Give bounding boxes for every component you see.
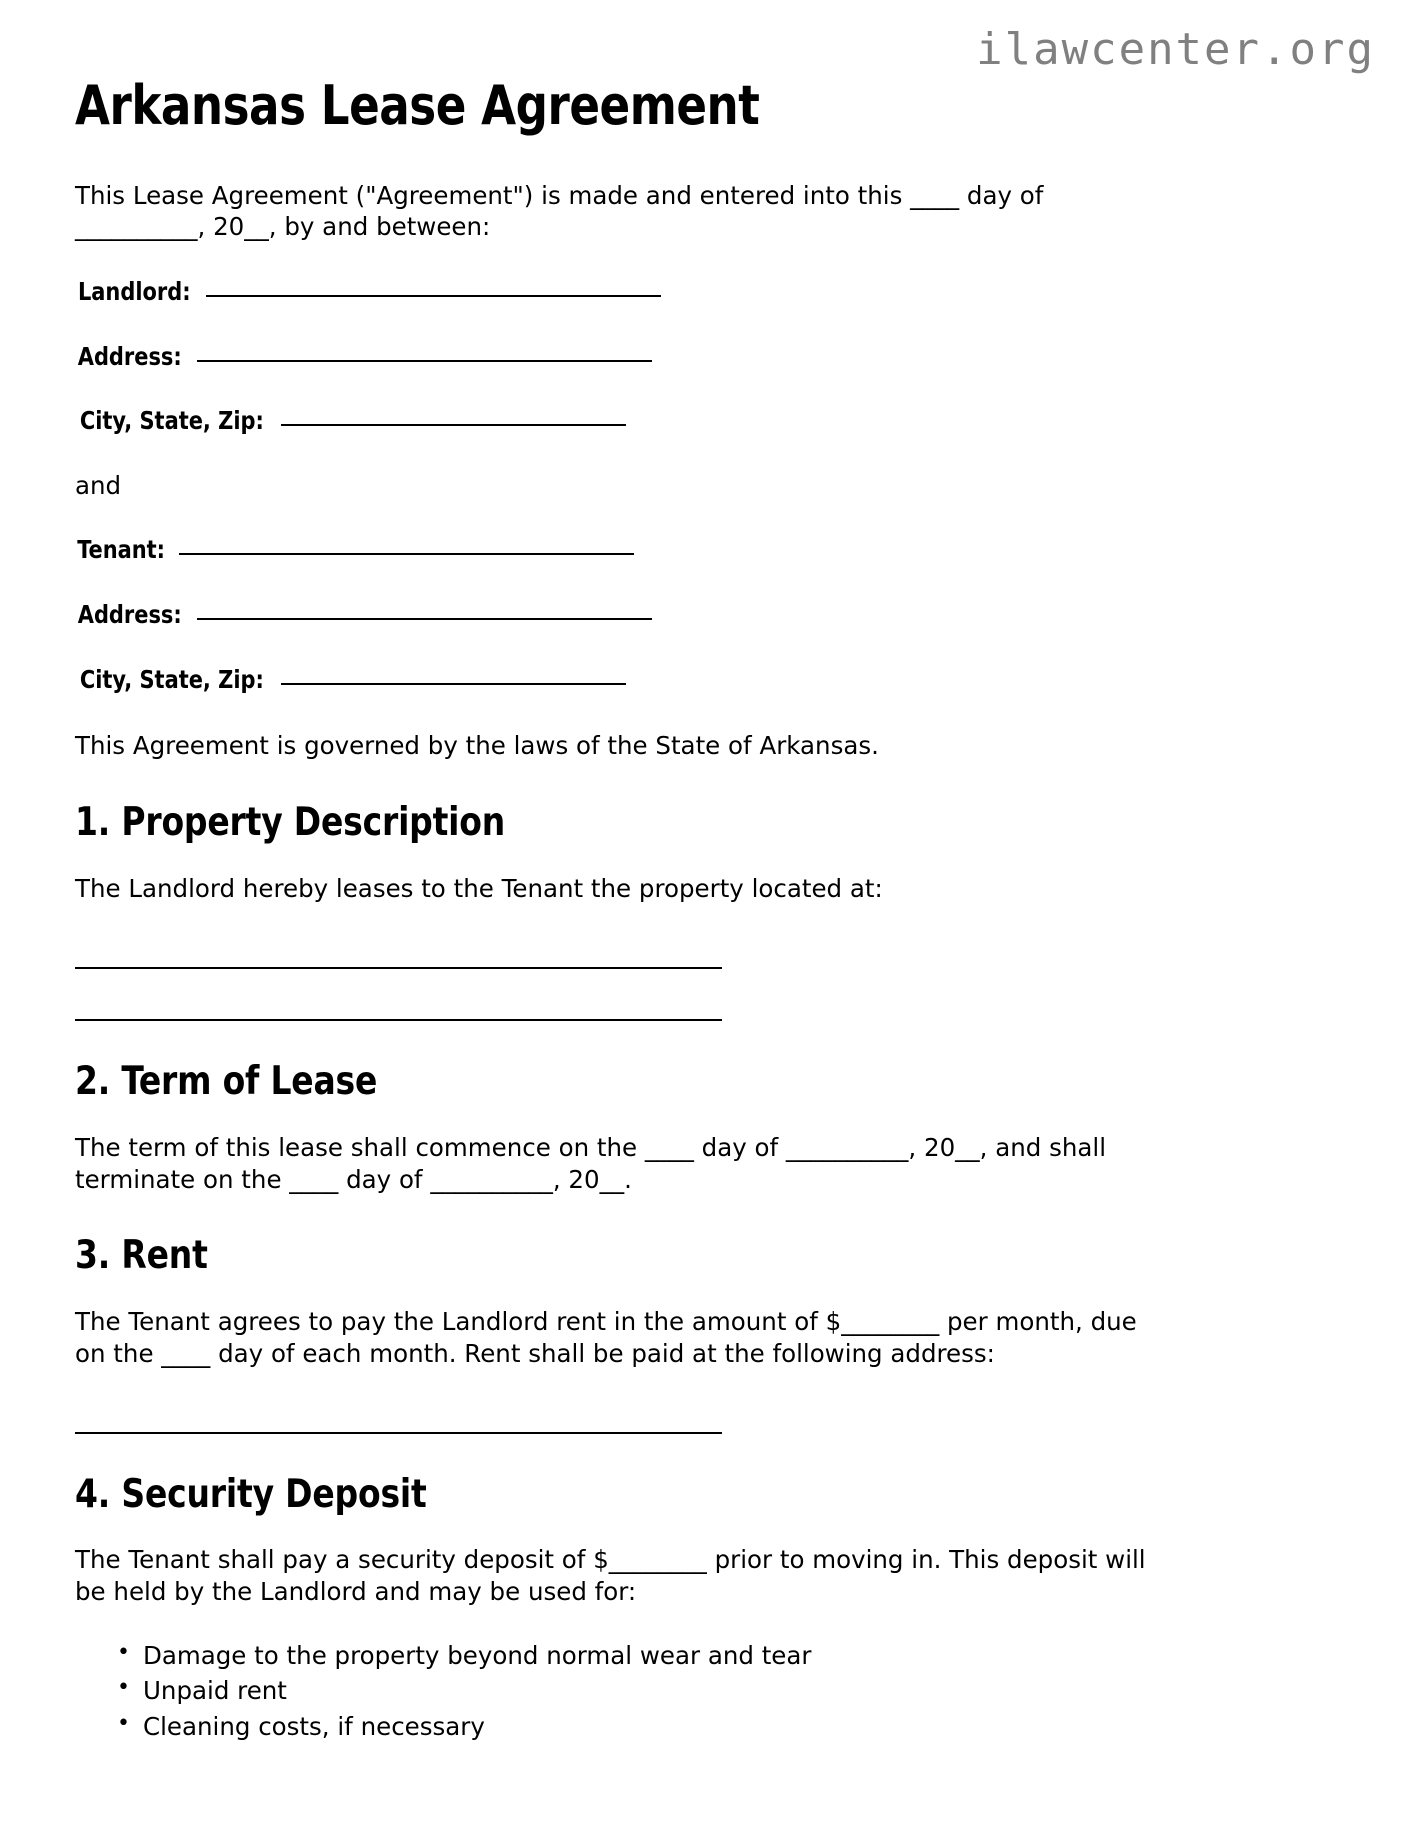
- section-3-heading: 3. Rent: [75, 1233, 208, 1279]
- intro-line-2: 20__, by and between:: [213, 212, 491, 242]
- title-spacer: [75, 135, 1336, 180]
- landlord-address-field-row: [75, 342, 1336, 373]
- tenant-city-field-row: [75, 665, 1336, 696]
- property-address-rule-1[interactable]: [75, 967, 722, 969]
- parties-conjunction: and: [75, 470, 122, 500]
- governing-law-statement: This Agreement is governed by the laws of the State of Arkansas.: [75, 731, 879, 761]
- section-2-body: The term of this lease shall commence on the ____ day of __________, 20__, and shall terminate on the ____ day of __________, 20__.: [75, 1133, 1107, 1194]
- tenant-field-row: [75, 535, 1336, 566]
- landlord-field-row: [75, 277, 1336, 308]
- security-deposit-uses-list: [75, 1638, 1336, 1745]
- tenant-label: Tenant:: [77, 535, 166, 565]
- tenant-address-field-row: [75, 600, 1336, 631]
- tenant-city-label: City, State, Zip:: [79, 664, 264, 694]
- section-4-body: The Tenant shall pay a security deposit of $________ prior to moving in. This deposit will be held by the Landlord and may be used for:: [75, 1545, 1146, 1606]
- section-3-body: The Tenant agrees to pay the Landlord rent in the amount of $________ per month, due on the ____ day of each month. Rent shall be paid at the following address:: [75, 1307, 1137, 1368]
- section-2-heading: 2. Term of Lease: [75, 1059, 378, 1105]
- page-title: Arkansas Lease Agreement: [75, 74, 760, 137]
- landlord-label: Landlord:: [77, 276, 191, 306]
- landlord-city-field-row: [75, 406, 1336, 437]
- tenant-input-rule[interactable]: [179, 553, 634, 555]
- site-watermark: ilawcenter.org: [976, 24, 1375, 75]
- landlord-input-rule[interactable]: [206, 295, 661, 297]
- intro-paragraph: [75, 180, 1160, 243]
- landlord-city-input-rule[interactable]: [281, 424, 626, 426]
- section-1-heading: 1. Property Description: [75, 799, 506, 845]
- list-item: • Damage to the property beyond normal wear and tear: [143, 1638, 1336, 1674]
- section-1-body: The Landlord hereby leases to the Tenant the property located at:: [75, 873, 883, 903]
- landlord-city-label: City, State, Zip:: [79, 406, 264, 436]
- list-item: • Cleaning costs, if necessary: [143, 1709, 1336, 1745]
- landlord-address-label: Address:: [77, 341, 182, 371]
- tenant-city-input-rule[interactable]: [281, 683, 626, 685]
- tenant-address-input-rule[interactable]: [197, 618, 652, 620]
- landlord-address-input-rule[interactable]: [197, 360, 652, 362]
- intro-line-1: This Lease Agreement ("Agreement") is made and entered into this ____ day of __________,: [75, 180, 1044, 242]
- list-item: • Unpaid rent: [143, 1673, 1336, 1709]
- tenant-address-label: Address:: [77, 600, 182, 629]
- section-4-heading: 4. Security Deposit: [75, 1471, 427, 1517]
